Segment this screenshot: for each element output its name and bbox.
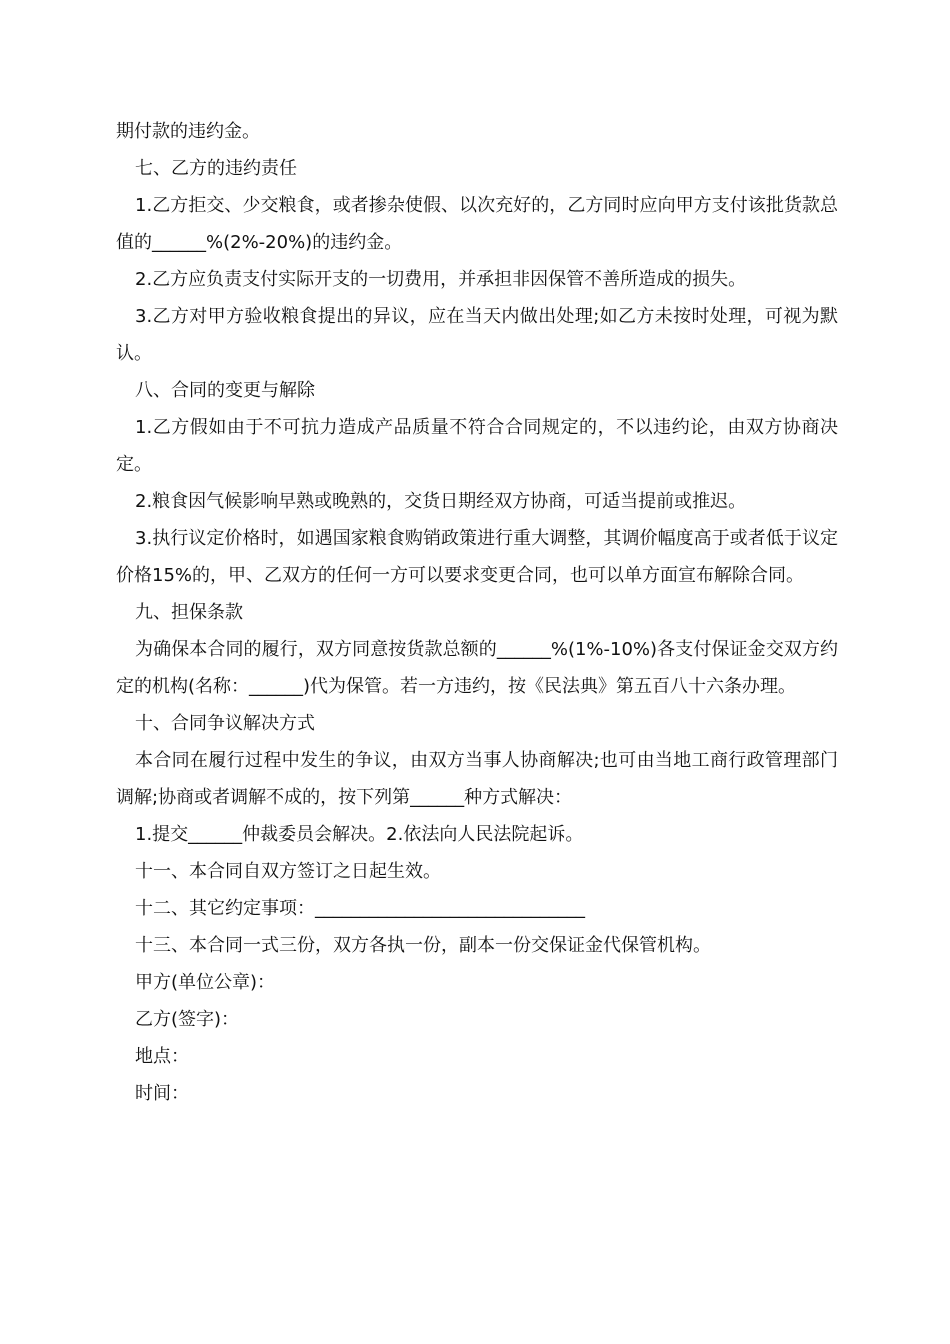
signature-location: 地点： bbox=[135, 1046, 189, 1067]
paragraph-continuation: 期付款的违约金。 bbox=[116, 121, 260, 142]
clause-7-3: 3.乙方对甲方验收粮食提出的异议，应在当天内做出处理;如乙方未按时处理，可视为默认。 bbox=[116, 306, 838, 364]
signature-party-a: 甲方(单位公章)： bbox=[135, 972, 276, 993]
section-heading-guarantee: 九、担保条款 bbox=[135, 602, 243, 623]
document-body bbox=[116, 113, 838, 1112]
signature-party-b: 乙方(签字)： bbox=[135, 1009, 240, 1030]
clause-9-body: 为确保本合同的履行，双方同意按货款总额的______%(1%-10%)各支付保证金交双方约定的机构(名称：______)代为保管。若一方违约，按《民法典》第五百八十六条办理。 bbox=[116, 639, 838, 697]
clause-8-2: 2.粮食因气候影响早熟或晚熟的，交货日期经双方协商，可适当提前或推迟。 bbox=[135, 491, 747, 512]
clause-10-body: 本合同在履行过程中发生的争议，由双方当事人协商解决;也可由当地工商行政管理部门调解;协商或者调解不成的，按下列第______种方式解决： bbox=[116, 750, 838, 808]
section-heading-dispute: 十、合同争议解决方式 bbox=[135, 713, 315, 734]
clause-7-2: 2.乙方应负责支付实际开支的一切费用，并承担非因保管不善所造成的损失。 bbox=[135, 269, 747, 290]
clause-8-1: 1.乙方假如由于不可抗力造成产品质量不符合合同规定的，不以违约论，由双方协商决定。 bbox=[116, 417, 838, 475]
clause-11: 十一、本合同自双方签订之日起生效。 bbox=[135, 861, 441, 882]
clause-10-options: 1.提交______仲裁委员会解决。2.依法向人民法院起诉。 bbox=[135, 824, 584, 845]
section-heading-breach-party-b: 七、乙方的违约责任 bbox=[135, 158, 297, 179]
clause-13: 十三、本合同一式三份，双方各执一份，副本一份交保证金代保管机构。 bbox=[135, 935, 711, 956]
signature-date: 时间： bbox=[135, 1083, 189, 1104]
clause-12: 十二、其它约定事项：______________________________ bbox=[135, 898, 585, 919]
clause-7-1: 1.乙方拒交、少交粮食，或者掺杂使假、以次充好的，乙方同时应向甲方支付该批货款总值的______%(2%-20%)的违约金。 bbox=[116, 195, 838, 253]
clause-8-3: 3.执行议定价格时，如遇国家粮食购销政策进行重大调整，其调价幅度高于或者低于议定价格15%的，甲、乙双方的任何一方可以要求变更合同，也可以单方面宣布解除合同。 bbox=[116, 528, 838, 586]
section-heading-change-termination: 八、合同的变更与解除 bbox=[135, 380, 315, 401]
